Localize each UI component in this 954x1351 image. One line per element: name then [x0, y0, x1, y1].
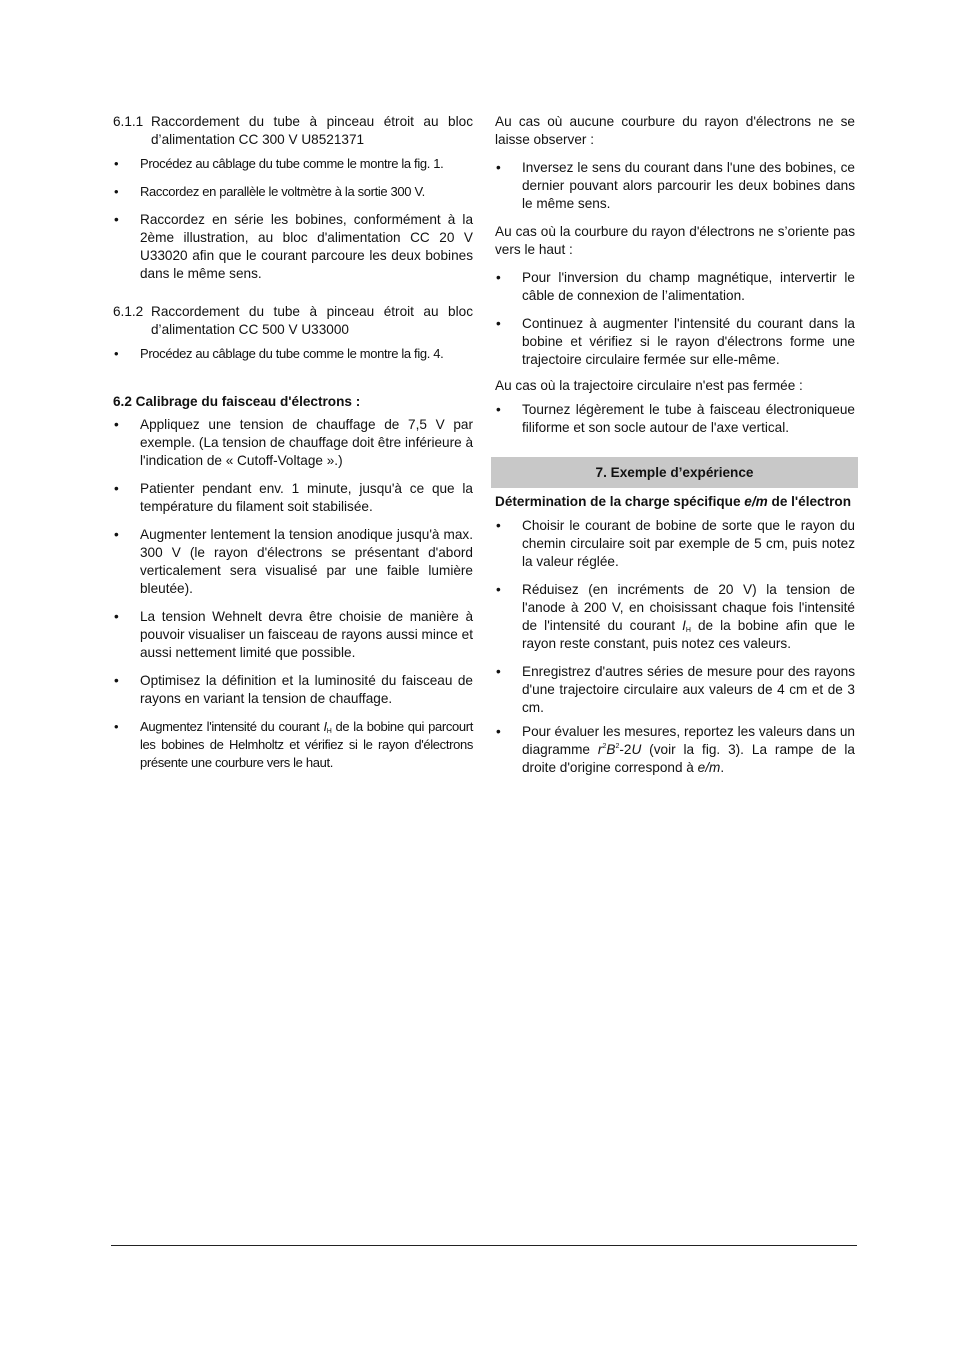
heading-6-1-2: [113, 303, 473, 339]
paragraph: Au cas où la courbure du rayon d'électrons ne s’oriente pas vers le haut :: [495, 224, 855, 257]
list-item: • Tournez légèrement le tube à faisceau électroniqueue filiforme et son socle autour de l'axe vertical.: [495, 401, 855, 437]
footer-rule: [111, 1245, 857, 1246]
section-title-6-2: 6.2 Calibrage du faisceau d'électrons :: [113, 394, 361, 409]
heading-text: Raccordement du tube à pinceau étroit au bloc d’alimentation CC 300 V U8521371: [151, 114, 473, 147]
heading-6-1-1: [113, 113, 473, 149]
paragraph: Au cas où aucune courbure du rayon d'électrons ne se laisse observer :: [495, 114, 855, 147]
list-item: • Procédez au câblage du tube comme le montre la fig. 4.: [113, 345, 473, 363]
list-item: • Pour l'inversion du champ magnétique, intervertir le câble de connexion de l’alimentation.: [495, 269, 855, 305]
list-6-2: [113, 416, 473, 772]
list-item: • Pour évaluer les mesures, reportez les valeurs dans un diagramme $r^2B^2-2U$ (voir la fig. 3). La rampe de la droite d'origine correspond à e/m.: [495, 723, 855, 777]
heading-text: Raccordement du tube à pinceau étroit au bloc d’alimentation CC 500 V U33000: [151, 304, 473, 337]
list: [495, 401, 855, 437]
list-item: • Optimisez la définition et la luminosité du faisceau de rayons en variant la tension de chauffage.: [113, 672, 473, 708]
list-item: • Augmenter lentement la tension anodique jusqu'à max. 300 V (le rayon d'électrons se présentant d'abord verticalement sera visualisé par une faible lumière bleutée).: [113, 526, 473, 598]
list-6-1-1: [113, 155, 473, 283]
list: [495, 269, 855, 369]
list: [495, 159, 855, 213]
list-item: • Inversez le sens du courant dans l'une des bobines, ce dernier pouvant alors parcourir les deux bobines dans le même sens.: [495, 159, 855, 213]
list-item: • La tension Wehnelt devra être choisie de manière à pouvoir visualiser un faisceau de rayons aussi mince et aussi nettement limité que possible.: [113, 608, 473, 662]
list-6-1-2: [113, 345, 473, 363]
heading-number: 6.1.1: [113, 114, 144, 129]
list-item: • Appliquez une tension de chauffage de 7,5 V par exemple. (La tension de chauffage doit être inférieure à l'indication de « Cutoff-Voltage ».): [113, 416, 473, 470]
list-item: • Raccordez en parallèle le voltmètre à la sortie 300 V.: [113, 183, 473, 201]
list-item: • Enregistrez d'autres séries de mesure pour des rayons d'une trajectoire circulaire aux valeurs de 4 cm et de 3 cm.: [495, 663, 855, 717]
list-item: • Raccordez en série les bobines, conformément à la 2ème illustration, au bloc d'alimentation CC 20 V U33020 afin que le courant parcoure les deux bobines dans le même sens.: [113, 211, 473, 283]
paragraph: Au cas où la trajectoire circulaire n'est pas fermée :: [495, 378, 803, 393]
list-item: • Procédez au câblage du tube comme le montre la fig. 1.: [113, 155, 473, 173]
list-item: • Patienter pendant env. 1 minute, jusqu'à ce que la température du filament soit stabilisée.: [113, 480, 473, 516]
section-band-7: 7. Exemple d’expérience: [491, 457, 858, 488]
list-item: • Réduisez (en incréments de 20 V) la tension de l'anode à 200 V, en choisissant chaque fois l'intensité de l'intensité du courant $I_H$ de la bobine afin que le rayon reste constant, puis notez ces valeurs.: [495, 581, 855, 653]
list-item: • Choisir le courant de bobine de sorte que le rayon du chemin circulaire soit par exemple de 5 cm, puis notez la valeur réglée.: [495, 517, 855, 571]
list-item: • Augmentez l'intensité du courant $I_H$ de la bobine qui parcourt les bobines de Helmholtz et vérifiez si le rayon d'électrons présente une courbure vers le haut.: [113, 718, 473, 772]
left-column: [113, 113, 473, 772]
list-item: • Continuez à augmenter l'intensité du courant dans la bobine et vérifiez si le rayon d'électrons forme une trajectoire circulaire fermée sur elle-même.: [495, 315, 855, 369]
list-7: [495, 517, 855, 777]
right-column: [495, 113, 855, 777]
heading-number: 6.1.2: [113, 304, 144, 319]
subsection-title: Détermination de la charge spécifique e/m de l'électron: [495, 494, 852, 509]
